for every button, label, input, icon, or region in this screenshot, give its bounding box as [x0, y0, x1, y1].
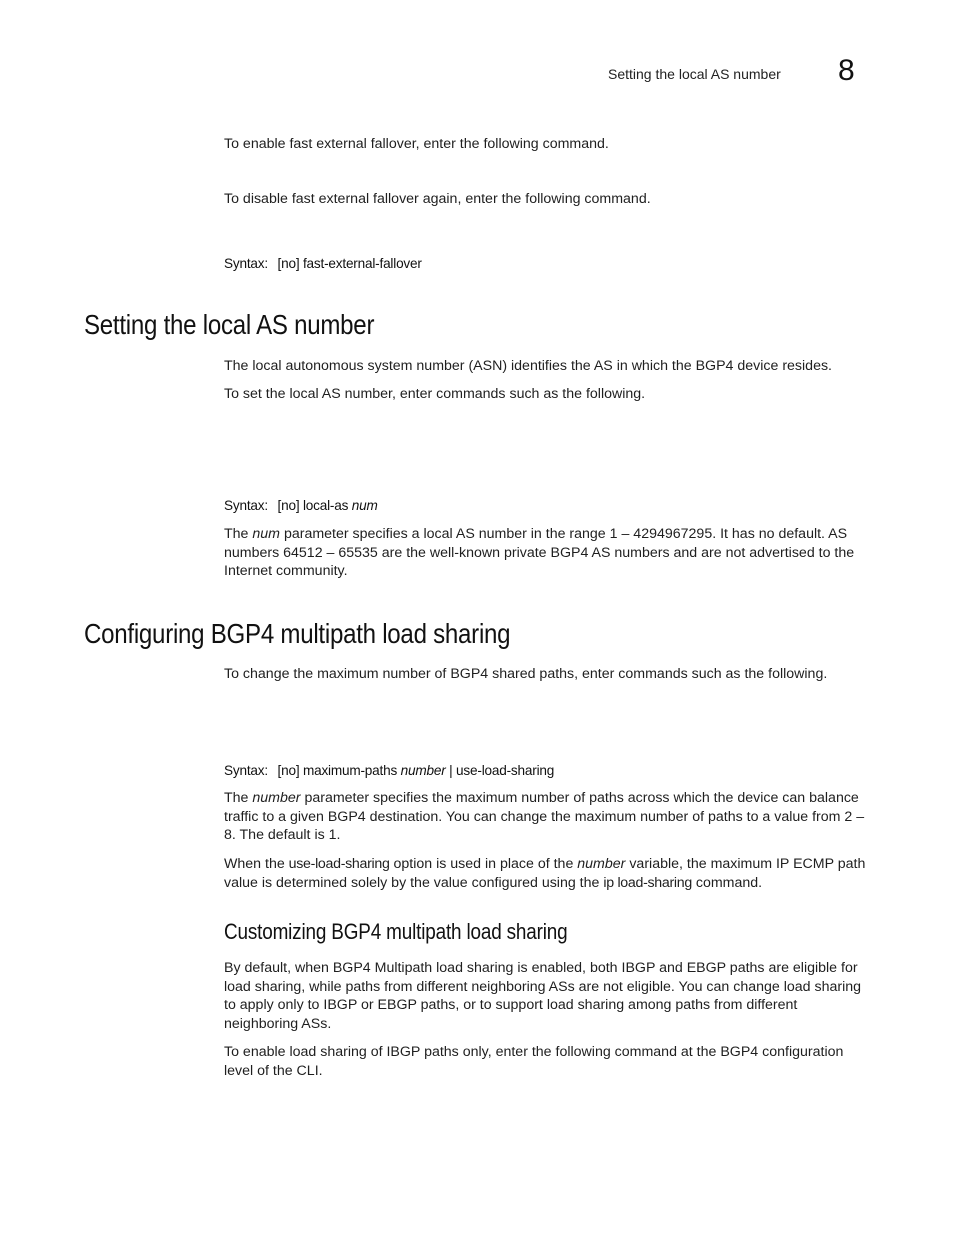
text-run: option is used in place of the	[389, 856, 578, 872]
subsection-heading-customizing: Customizing BGP4 multipath load sharing	[224, 919, 568, 944]
syntax-separator: |	[449, 763, 453, 778]
syntax-parameter: number	[400, 763, 446, 778]
running-header-title: Setting the local AS number	[608, 66, 781, 82]
syntax-command: fast-external-fallover	[302, 256, 422, 271]
syntax-label: Syntax:	[224, 498, 268, 513]
syntax-label: Syntax:	[224, 763, 268, 778]
syntax-command: local-as	[302, 498, 349, 513]
section-heading-local-as: Setting the local AS number	[84, 309, 375, 340]
syntax-label: Syntax:	[224, 256, 268, 271]
multipath-number-paragraph	[224, 789, 874, 845]
syntax-no-option: [no]	[277, 498, 300, 513]
syntax-no-option: [no]	[277, 256, 300, 271]
local-as-num-paragraph	[224, 525, 874, 581]
section-heading-multipath: Configuring BGP4 multipath load sharing	[84, 618, 511, 649]
local-as-intro-paragraph: The local autonomous system number (ASN) identifies the AS in which the BGP4 device resides.	[224, 358, 832, 374]
fallover-enable-paragraph: To enable fast external fallover, enter the following command.	[224, 136, 609, 152]
text-run: The	[224, 526, 253, 542]
syntax-parameter: num	[351, 498, 378, 513]
local-as-instruction-paragraph: To set the local AS number, enter commands such as the following.	[224, 386, 646, 402]
param-name: number	[577, 856, 626, 872]
syntax-command: maximum-paths	[302, 763, 398, 778]
fallover-syntax-line	[224, 255, 422, 273]
local-as-syntax-line	[224, 497, 378, 515]
text-run: When the	[224, 856, 289, 872]
multipath-syntax-line	[224, 762, 554, 780]
multipath-intro-paragraph: To change the maximum number of BGP4 shared paths, enter commands such as the following.	[224, 666, 828, 682]
fallover-disable-paragraph: To disable fast external fallover again, enter the following command.	[224, 191, 651, 207]
text-run: command.	[691, 874, 763, 891]
text-run: parameter specifies the maximum number of paths across which the device can balance traffic to a given BGP4 destination. You can change the maximum number of paths to a value from 2 – 8. The default is 1.	[224, 790, 865, 843]
text-run: variable, the maximum IP ECMP path value is determined solely by the value configured using the	[224, 856, 866, 891]
multipath-use-load-sharing-paragraph	[224, 855, 874, 892]
customizing-ibgp-paragraph: To enable load sharing of IBGP paths only, enter the following command at the BGP4 configuration level of the CLI.	[224, 1044, 844, 1079]
param-name: number	[252, 790, 301, 806]
command-keyword: use-load-sharing	[288, 856, 390, 872]
customizing-intro-paragraph: By default, when BGP4 Multipath load sharing is enabled, both IBGP and EBGP paths are eligible for load sharing, while paths from different neighboring ASs are not eligible. You can change load sharing to apply only to IBGP or EBGP paths, or to support load sharing among paths from different neighboring ASs.	[224, 960, 862, 1032]
text-run: parameter specifies a local AS number in the range 1 – 4294967295. It has no default. AS numbers 64512 – 65535 are the well-known private BGP4 AS numbers and are not advertised to the Internet community.	[224, 526, 855, 579]
chapter-number: 8	[838, 54, 855, 87]
param-name: num	[252, 526, 280, 542]
text-run: The	[224, 790, 253, 806]
command-keyword: ip load-sharing	[603, 874, 692, 891]
syntax-no-option: [no]	[277, 763, 300, 778]
syntax-option: use-load-sharing	[456, 763, 555, 778]
